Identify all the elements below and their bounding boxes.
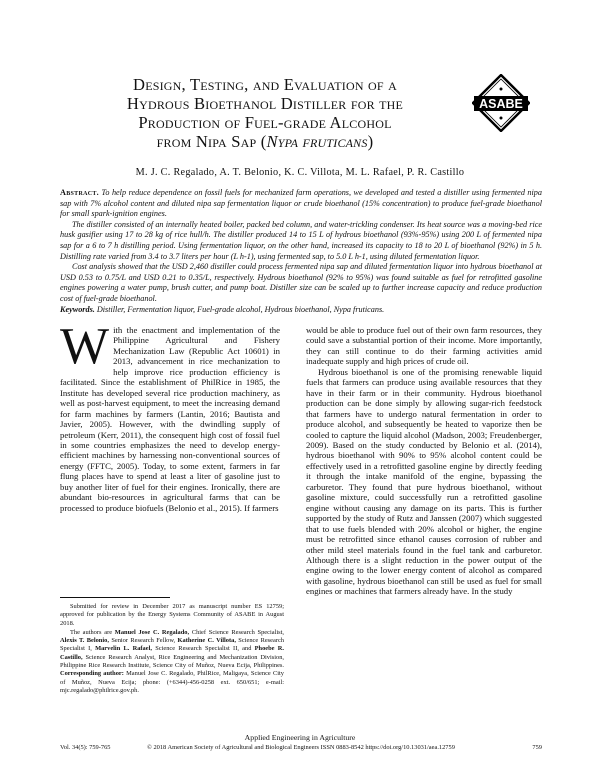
intro-paragraph-3: Hydrous bioethanol is one of the promising renewable liquid fuels that farmers can produce using available resources that they have in their farm or in their community. Hydrous bioethanol production can be done simply by allowing sugar-rich feedstock that farmers have to undergo natural fermentation in order to produce alcohol, and subsequently be heated to vaporize then be cooled to capture the liquid alcohol (Madson, 2003; Freudenberger, 2009). Based on the study conducted by Belonio et al. (2014), hydrous bioethanol with 90% to 95% alcohol content could be effectively used in a retrofitted gasoline engine by directly feeding it through the intake manifold of the engine, bypassing the carburetor. They found that pure hydrous bioethanol, without gasoline mixture, could successfully run a retrofitted gasoline engine without causing any damage on its parts. This is further supported by the study of Rutz and Janssen (2007) which suggested that to use fuels blended with 20% alcohol or higher, the engine must be retrofitted since ethanol causes corrosion of rubber and other mild steel materials found in the fuel tank and carburetor. Although there is a slight reduction in the power output of the engine owing to the lower energy content of alcohol as compared with gasoline, hydrous bioethanol can still be used as fuel for small engines or machines that farmers already have. In the study [306,366,542,597]
title-line-3: Production of Fuel-grade Alcohol [138,113,392,132]
author-3-role: Science Research Specialist I, [60,637,284,653]
keywords [60,305,542,316]
author-3-name: Katherine C. Villota, [177,637,236,645]
title-line-2: Hydrous Bioethanol Distiller for the [126,94,404,113]
copyright-line: © 2018 American Society of Agricultural and Biological Engineers ISSN 0883-8542 https://doi.org/10.13031/aea.12759 [147,744,455,751]
submission-note: Submitted for review in December 2017 as manuscript number ES 12759; approved for publication by the Energy Systems Community of ASABE in August 2018. [60,603,284,627]
abstract-label: Abstract. [60,188,100,197]
corresponding-author-details: Manuel Jose C. Regalado, PhilRice, Maligaya, Science City of Muñoz, Nueva Ecija; phone: (+6344)-456-0258 ext. 650/651; e-mail: mjc.regalado@philrice.gov.ph. [60,670,284,694]
intro-paragraph-2: would be able to produce fuel out of their own farm resources, they could save a substantial portion of their income. More importantly, they can still continue to do their farming activities amid inadequate supply and high prices of crude oil. [306,325,542,367]
abstract-text-1: To help reduce dependence on fossil fuels for mechanized farm operations, we developed and tested a distiller using fermented nipa sap with 7% alcohol content and diluted nipa sap fermentation liquor or crude bioethanol (15% concentration) to produce fuel-grade bioethanol for small spark-ignition engines. [60,188,542,219]
intro-paragraph-1 [60,318,280,513]
abstract-paragraph-2: The distiller consisted of an internally heated boiler, packed bed column, and water-trickling condenser. Its heat source was a moving-bed rice husk gasifier using 17 to 28 kg of rice hull/h. The distiller produced 14 to 15 L of hydrous bioethanol (93%-95%) using 200 L of fermented nipa sap for a 6 to 7 h distilling period. Using fermentation liquor, on the other hand, increased its capacity to 18 to 20 L of bioethanol (92%) in 5 h. Distilling rate varied from 3.4 to 3.7 liters per hour (L h-1), using fermented sap, to 5.0 L h-1, using diluted fermentation liquor. [60,219,542,261]
title-line-1: Design, Testing, and Evaluation of a [133,75,397,94]
affiliation-intro: The authors are [70,628,115,636]
author-4-name: Marvelin L. Rafael, [95,645,152,653]
author-2-role: Senior Research Fellow, [108,637,178,645]
author-5-role: Science Research Analyst, Rice Engineering and Mechanization Division, Philippine Rice Research Institute, Science City of Muñoz, Nueva Ecija, Philippines. [60,653,284,670]
title-species-name: Nypa fruticans [266,132,368,151]
intro-text-1: ith the enactment and implementation of the Philippine Agricultural and Fishery Mechanization Law (Republic Act 10601) in 2013, advancement in rice mechanization to help improve rice production efficiency is facilitated. Since the establishment of PhilRice in 1985, the Institute has developed several rice production machinery, as well as post-harvest equipment, to meet the increasing demand for farm machines by farmers (Lantin, 2016; Bautista and Javier, 2005). However, with the dwindling supply of petroleum (Kerr, 2011), the consequent high cost of fossil fuel in some countries emphasizes the need to develop energy-efficient machines by harnessing non-conventional sources of energy (FFTC, 2005). Today, to some extent, farmers in far flung places have to spend at least a liter of gasoline just to buy another liter of fuel for their engines. Ironically, there are abundant bio-resources in agricultural farms that can be processed to produce biofuels (Belonio et al., 2015). If farmers [60,325,280,513]
title-line-4 [100,132,430,151]
left-column [60,318,280,513]
abstract-paragraph-3: Cost analysis showed that the USD 2,460 distiller could process fermented nipa sap and diluted fermentation liquor into hydrous bioethanol at USD 0.53 to 0.75/L and USD 0.21 to 0.35/L, respectively. Hydrous bioethanol (92% to 95%) was found suitable as fuel for retrofitted gasoline engines powering a water pump, brush cutter, and pump boat. Distiller size can be scaled up to further increase capacity and reduce production cost of fuel-grade bioethanol. [60,262,542,303]
keywords-label: Keywords. [60,304,95,314]
author-5-name: Phoebe R. Castillo, [60,645,284,661]
volume-info: Vol. 34(5): 759-765 [60,744,111,751]
asabe-logo [472,74,530,132]
corresponding-author-label: Corresponding author: [60,670,124,678]
author-1-name: Manuel Jose C. Regalado, [114,628,190,636]
author-2-name: Alexis T. Belonio, [60,637,109,645]
title-line-4-prefix: from Nipa Sap ( [156,132,267,151]
author-list: M. J. C. Regalado, A. T. Belonio, K. C. Villota, M. L. Rafael, P. R. Castillo [135,167,465,178]
author-4-role: Science Research Specialist II, and [151,645,255,653]
svg-text:ASABE: ASABE [479,97,523,111]
paper-title [100,75,430,151]
journal-name: Applied Engineering in Agriculture [244,733,356,742]
author-affiliations [60,629,284,695]
abstract-paragraph-1 [60,188,542,220]
right-column [306,325,542,597]
footnote [60,603,284,696]
drop-cap: W [60,318,110,375]
footnote-divider [60,597,170,598]
keywords-text: Distiller, Fermentation liquor, Fuel-grade alcohol, Hydrous bioethanol, Nypa fruticans. [94,304,385,314]
abstract [60,188,542,315]
author-1-role: Chief Science Research Specialist, [189,628,285,636]
title-line-4-suffix: ) [367,132,374,151]
page-number: 759 [532,744,542,751]
